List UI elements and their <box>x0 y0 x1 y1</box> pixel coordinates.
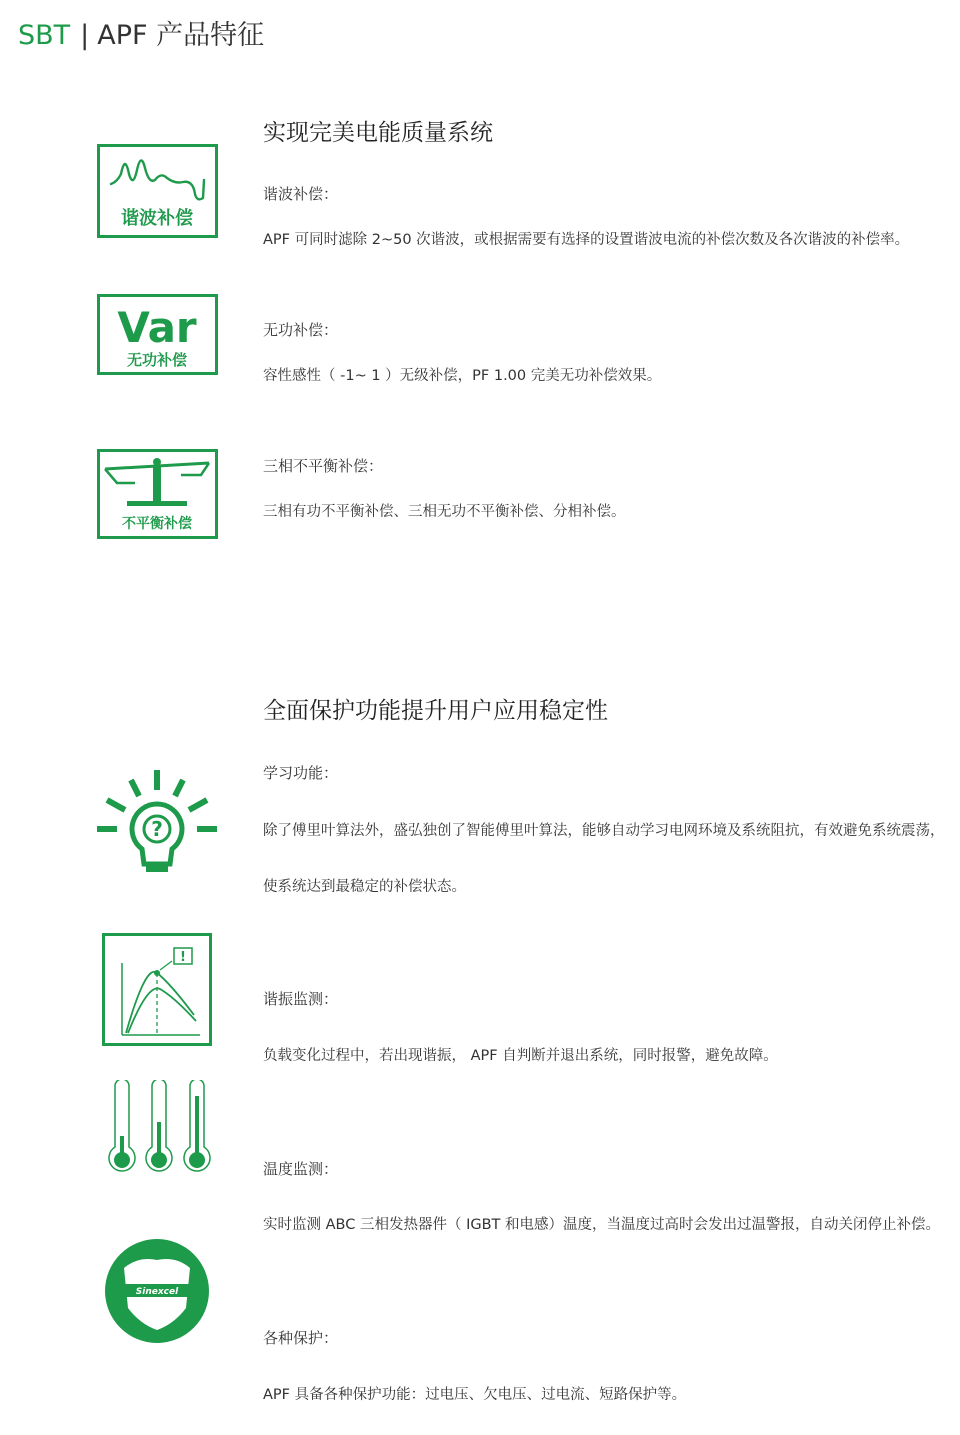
feature-desc-resonance: 负载变化过程中，若出现谐振， APF 自判断并退出系统，同时报警，避免故障。 <box>263 1048 778 1064</box>
feature-desc-temperature: 实时监测 ABC 三相发热器件（ IGBT 和电感）温度，当温度过高时会发出过温警报，自动关闭停止补偿。 <box>263 1217 940 1233</box>
harmonic-compensation-icon <box>97 144 218 243</box>
feature-label-protection: 各种保护： <box>263 1329 339 1347</box>
feature-label-harmonic: 谐波补偿： <box>263 185 339 203</box>
feature-label-resonance: 谐振监测： <box>263 990 339 1008</box>
feature-desc-learning-line1: 除了傅里叶算法外，盛弘独创了智能傅里叶算法，能够自动学习电网环境及系统阻抗，有效避免系统震荡， <box>263 823 945 839</box>
page-title: APF 产品特征 <box>97 20 265 51</box>
resonance-chart-icon <box>102 933 212 1050</box>
lightbulb-question-icon <box>95 770 219 880</box>
feature-label-learning: 学习功能： <box>263 764 339 782</box>
reactive-power-icon <box>97 294 218 379</box>
var-icon-subtext: 无功补偿 <box>126 351 188 369</box>
thermometer-icon <box>106 1080 216 1182</box>
feature-label-temperature: 温度监测： <box>263 1160 339 1178</box>
header-separator: | <box>80 20 90 51</box>
shield-brand-text: Sinexcel <box>135 1287 179 1297</box>
feature-desc-reactive: 容性感性（ -1~ 1 ）无级补偿，PF 1.00 完美无功补偿效果。 <box>263 368 662 384</box>
shield-icon <box>104 1238 210 1348</box>
feature-desc-harmonic: APF 可同时滤除 2~50 次谐波，或根据需要有选择的设置谐波电流的补偿次数及各次谐波的补偿率。 <box>263 232 910 248</box>
feature-label-reactive: 无功补偿： <box>263 321 339 339</box>
unbalance-icon-label: 不平衡补偿 <box>122 516 192 532</box>
feature-label-unbalance: 三相不平衡补偿： <box>263 457 384 475</box>
section-title-protection: 全面保护功能提升用户应用稳定性 <box>263 698 608 724</box>
brand-name: SBT <box>18 20 71 51</box>
unbalance-scale-icon <box>97 449 218 543</box>
section-title-power-quality: 实现完美电能质量系统 <box>263 120 493 146</box>
var-icon-text: Var <box>117 303 197 352</box>
feature-desc-unbalance: 三相有功不平衡补偿、三相无功不平衡补偿、分相补偿。 <box>263 504 626 520</box>
warning-mark: ! <box>180 950 186 965</box>
svg-text:?: ? <box>151 817 163 841</box>
feature-desc-protection: APF 具备各种保护功能：过电压、欠电压、过电流、短路保护等。 <box>263 1387 687 1403</box>
harmonic-icon-label: 谐波补偿 <box>121 208 193 229</box>
page-header <box>18 18 264 54</box>
feature-desc-learning-line2: 使系统达到最稳定的补偿状态。 <box>263 879 466 895</box>
